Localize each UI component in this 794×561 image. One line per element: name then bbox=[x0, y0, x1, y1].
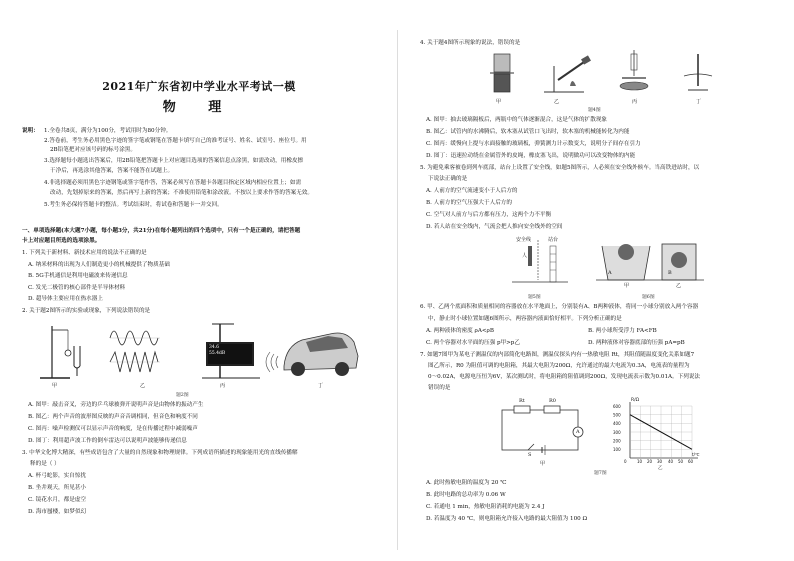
q5-q6-figures bbox=[508, 232, 738, 292]
platform-illustration bbox=[512, 240, 568, 282]
q7-circuit bbox=[488, 398, 598, 464]
instruction-line: 2.答卷前，考生务必用黑色字迹的签字笔或钢笔在答题卡填写自己的准考证号、姓名、试室号、座位号。用 bbox=[44, 138, 307, 144]
graph-ytick: 500 bbox=[613, 412, 621, 418]
q7-stem-cont: 0～0.02A，电源电压恒为6V，某次测试时，将电阻箱的阻值调到200Ω，发现电流表示数为0.01A。下列说法 bbox=[428, 374, 701, 380]
q5-stem: 5. 为避免乘客被卷到列车底部，站台上设置了安全线，如题5图所示，人必须在安全线外候车。当高铁进站时，以 bbox=[420, 165, 700, 171]
instruction-line: 改动，先划掉原来的答案，然后再写上新的答案；不准使用铅笔和涂改液。不按以上要求作答的答案无效。 bbox=[50, 190, 313, 196]
q7-option-d: D. 若温度为 40 ℃，则电阻箱允许接入电路的最大阻值为 100 Ω bbox=[426, 516, 588, 522]
q6-stem: 6. 甲、乙两个底面积和质量相同的容器放在水平地面上，分别装有A、B两种液体，将同一小球分别放入两个容器 bbox=[420, 304, 699, 310]
graph-ytick: 100 bbox=[613, 447, 621, 452]
gas-jars-illustration bbox=[490, 54, 514, 92]
instruction-line: 干净后，再选涂其他答案，答案不能答在试题上。 bbox=[50, 168, 174, 174]
q4-option-a: A. 图甲：抽去玻璃隔板后，两瓶中的气体逐渐混合，这是气体的扩散现象 bbox=[426, 117, 608, 123]
q2-stem: 2. 关于题2图所示的实验或现象，下列说法错误的是 bbox=[22, 308, 151, 314]
q1-option-c: C. 发光二极管的核心部件是半导体材料 bbox=[28, 285, 126, 291]
instruction-line: 5.考生务必保持答题卡的整洁。考试结束时，将试卷和答题卡一并交回。 bbox=[44, 202, 223, 208]
q3-option-b: B. 坐井观天，所见甚小 bbox=[28, 485, 87, 491]
graph-origin: 0 bbox=[624, 459, 627, 464]
q2-option-c: C. 图丙：噪声检测仪可以显示声音的响度，是在传播过程中减弱噪声 bbox=[28, 426, 198, 432]
graph-xtick: 60 bbox=[688, 459, 694, 464]
q1-option-d: D. 超导体主要应用在热水器上 bbox=[28, 296, 103, 302]
q5-stem-cont: 下说法正确的是 bbox=[428, 176, 468, 182]
q4-stem: 4. 关于题4图所示现象的说法，错误的是 bbox=[420, 40, 521, 46]
exam-title: 2021年广东省初中学业水平考试一模 bbox=[102, 80, 296, 93]
q6-option-a: A. 两种液体的密度 ρA<ρB bbox=[426, 328, 494, 334]
fig6-label-a: A bbox=[608, 270, 612, 276]
q7-stem: 7. 如题7图甲为某电子测温仪的内部简化电路图，测温仪探头内有一热敏电阻 Rt，其阻值随温度变化关系如题7 bbox=[420, 352, 695, 358]
q5-option-a: A. 人前方的空气流速变小于人后方的 bbox=[426, 188, 518, 194]
graph-xtick: 10 bbox=[637, 459, 643, 464]
graph-ylabel: R/Ω bbox=[631, 398, 640, 403]
fig6-label-b: B bbox=[668, 270, 672, 276]
q5-caption: 题5图 bbox=[528, 295, 541, 300]
q4-label-yi: 乙 bbox=[554, 99, 560, 105]
q5-option-c: C. 空气对人前方与后方都有压力，这两个力不平衡 bbox=[426, 212, 552, 218]
tuning-fork-illustration bbox=[40, 326, 80, 378]
graph-xtick: 40 bbox=[668, 459, 674, 464]
q7-option-c: C. 若通电 1 min，热敏电阻消耗的电能为 2.4 J bbox=[426, 504, 545, 510]
instruction-line: 2B铅笔把对应该号码的标号涂黑。 bbox=[50, 147, 136, 153]
q3-stem-cont: 释的是（ ） bbox=[30, 461, 60, 467]
car-radar-illustration bbox=[266, 333, 358, 376]
graph-ytick: 600 bbox=[613, 404, 621, 409]
right-column bbox=[398, 0, 794, 561]
circuit-label-jia: 甲 bbox=[540, 461, 546, 467]
q2-option-d: D. 图丁：利用超声波工作的倒车雷达可以说明声波能够传递信息 bbox=[28, 438, 187, 444]
graph-ytick: 400 bbox=[613, 421, 621, 426]
q2-label-bing: 丙 bbox=[220, 383, 226, 389]
q3-stem: 3. 中华文化博大精深，有些成语包含了大量的自然现象和物理规律。下列成语所描述的现象能用光的直线传播解 bbox=[22, 450, 298, 456]
q7-caption: 题7图 bbox=[594, 471, 607, 476]
q7-stem-cont: 错误的是 bbox=[428, 385, 451, 391]
graph-xtick: 50 bbox=[678, 459, 684, 464]
graph-label-yi: 乙 bbox=[658, 466, 663, 470]
q3-option-a: A. 杯弓蛇影，实自惊扰 bbox=[28, 473, 86, 479]
q6-stem-cont: 中，静止时小球位置如题6图所示，两容器内液面恰好相平。下列分析正确的是 bbox=[428, 316, 622, 322]
q5-option-b: B. 人前方的空气压强大于人后方的 bbox=[426, 200, 512, 206]
noise-monitor-screen-line1: 34.6 bbox=[209, 345, 220, 350]
instruction-line: 3.选择题每小题选出答案后，用2B铅笔把答题卡上对应题目选项的答案信息点涂黑，如需改动，用橡皮擦 bbox=[44, 158, 304, 164]
section1-heading-cont: 卡上对应题目所选的选项涂黑。 bbox=[22, 238, 101, 244]
metal-tube-illustration bbox=[684, 54, 712, 90]
q7-graph bbox=[612, 394, 702, 470]
q2-option-a: A. 图甲：敲击音叉，旁边的乒乓球被弹开说明声音是由物体的振动产生 bbox=[28, 402, 204, 408]
q2-label-jia: 甲 bbox=[52, 383, 58, 389]
fig5-platform-label: 站台 bbox=[548, 237, 559, 243]
q1-stem: 1. 下列关于新材料、新技术应用的说法不正确的是 bbox=[22, 250, 147, 256]
instruction-line: 1.全卷共8页，满分为100分，考试用时为80分钟。 bbox=[44, 128, 172, 134]
graph-xlabel: t/℃ bbox=[692, 452, 700, 457]
q4-option-d: D. 图丁：迅速拉动绕在金属管外的皮绳，橡皮塞飞出，说明做功可以改变物体的内能 bbox=[426, 153, 636, 159]
exam-subject: 物 理 bbox=[162, 100, 236, 115]
q4-option-c: C. 图丙：缓慢向上提与水面接触的玻璃板，弹簧测力计示数变大，说明分子间存在引力 bbox=[426, 141, 641, 147]
test-tube-illustration bbox=[544, 55, 591, 92]
containers-illustration bbox=[596, 244, 704, 280]
waveform-illustration bbox=[110, 331, 160, 372]
circuit-switch-label: S bbox=[528, 452, 532, 458]
q2-figure bbox=[30, 316, 360, 386]
q4-label-ding: 丁 bbox=[696, 99, 702, 105]
graph-ytick: 200 bbox=[613, 438, 621, 444]
q4-option-b: B. 图乙：试管内的水沸腾后，软木塞从试管口飞出时，软木塞的机械能转化为内能 bbox=[426, 129, 630, 135]
fig6-label-jia: 甲 bbox=[624, 283, 630, 289]
q1-option-b: B. 5G手机通信是利用电磁波来传递信息 bbox=[28, 273, 128, 279]
circuit-ammeter-label: A bbox=[576, 429, 580, 435]
q7-stem-cont: 图乙所示，R0 为阻值可调的电阻箱，其最大电阻为200Ω，允许通过的最大电流为0.3A，电流表的量程为 bbox=[428, 363, 690, 369]
q4-label-jia: 甲 bbox=[496, 99, 502, 105]
section1-heading: 一、单项选择题(本大题7小题，每小题3分，共21分)在每小题列出的四个选项中，只有一个是正确的，请把答题 bbox=[22, 228, 301, 234]
q2-label-yi: 乙 bbox=[140, 383, 146, 389]
q4-figure bbox=[484, 46, 724, 102]
q6-caption: 题6图 bbox=[642, 295, 655, 300]
circuit-rt-label: Rt bbox=[519, 398, 525, 404]
graph-xtick: 20 bbox=[647, 459, 653, 464]
q6-option-b: B. 两小球所受浮力 FA<FB bbox=[588, 328, 657, 334]
q2-option-b: B. 图乙：两个声音的波形图反映的声音音调相同，但音色和响度不同 bbox=[28, 414, 198, 420]
graph-grid bbox=[630, 402, 698, 458]
graph-ytick: 300 bbox=[613, 430, 621, 435]
q3-option-d: D. 海市蜃楼，如梦似幻 bbox=[28, 509, 87, 515]
instructions-label: 说明： bbox=[22, 128, 39, 134]
fig5-safety-line-label: 安全线 bbox=[516, 237, 532, 243]
q7-option-b: B. 此时电路的总功率为 0.06 W bbox=[426, 492, 506, 498]
q6-option-d: D. 两种液体对容器底部的压强 pA=pB bbox=[588, 340, 685, 346]
noise-monitor-screen-line2: 55.4dB bbox=[209, 351, 226, 356]
q7-option-a: A. 此时热敏电阻的温度为 20 ℃ bbox=[426, 480, 507, 486]
q5-option-d: D. 若人站在安全线内，气流会把人推向安全线外的空间 bbox=[426, 224, 563, 230]
graph-xtick: 30 bbox=[657, 459, 663, 464]
fig5-person-label: 人 bbox=[522, 253, 528, 259]
q6-option-c: C. 两个容器对水平面的压强 p甲>p乙 bbox=[426, 340, 520, 346]
instruction-line: 4.非选择题必须用黑色字迹钢笔或签字笔作答，答案必须写在答题卡各题目指定区域内相应位置上；如需 bbox=[44, 180, 302, 186]
q4-caption: 题4图 bbox=[588, 108, 601, 113]
fig6-label-yi: 乙 bbox=[676, 283, 682, 289]
q1-option-a: A. 纳米材料的出现为人们制造更小的机械提供了物质基础 bbox=[28, 262, 170, 268]
q4-label-bing: 丙 bbox=[632, 99, 638, 105]
spring-scale-illustration bbox=[620, 50, 648, 90]
q2-label-ding: 丁 bbox=[318, 383, 324, 389]
q2-caption: 题2图 bbox=[176, 393, 189, 398]
circuit-r0-label: R0 bbox=[549, 398, 556, 404]
q3-option-c: C. 镜花水月，都是虚空 bbox=[28, 497, 86, 503]
